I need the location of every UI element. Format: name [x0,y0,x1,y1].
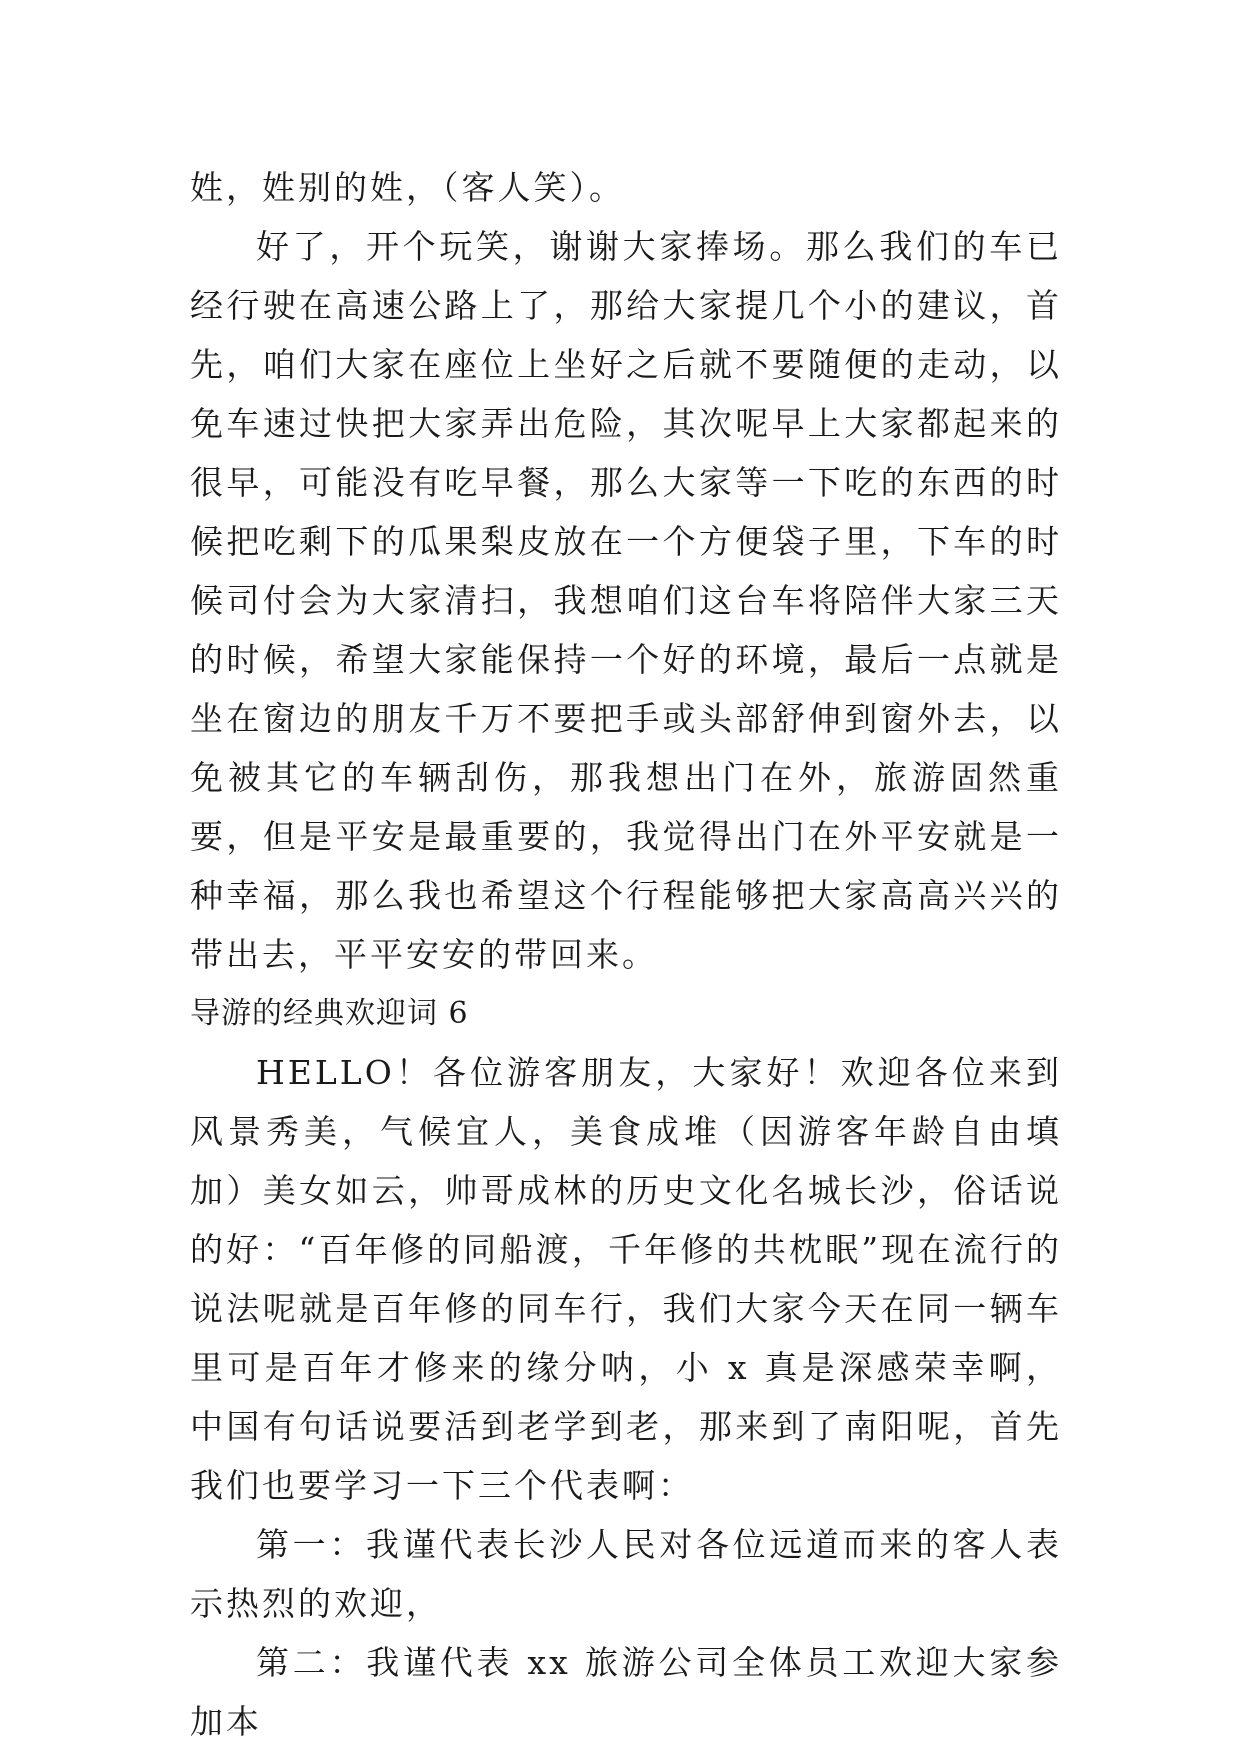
section-heading: 导游的经典欢迎词 6 [190,996,469,1031]
document-body [190,158,1062,1751]
paragraph-second-representative: 第二：我谨代表 xx 旅游公司全体员工欢迎大家参加本 [190,1643,1062,1741]
paragraph-continuation: 姓，姓别的姓，（客人笑）。 [190,168,625,207]
paragraph-first-representative: 第一：我谨代表长沙人民对各位远道而来的客人表示热烈的欢迎， [190,1525,1062,1623]
paragraph-bus-safety-advice: 好了，开个玩笑，谢谢大家捧场。那么我们的车已经行驶在高速公路上了，那给大家提几个小的建议，首先，咱们大家在座位上坐好之后就不要随便的走动，以免车速过快把大家弄出危险，其次呢早上大家都起来的很早，可能没有吃早餐，那么大家等一下吃的东西的时候把吃剩下的瓜果梨皮放在一个方便袋子里，下车的时候司付会为大家清扫，我想咱们这台车将陪伴大家三天的时候，希望大家能保持一个好的环境，最后一点就是坐在窗边的朋友千万不要把手或头部舒伸到窗外去，以免被其它的车辆刮伤，那我想出门在外，旅游固然重要，但是平安是最重要的，我觉得出门在外平安就是一种幸福，那么我也希望这个行程能够把大家高高兴兴的带出去，平平安安的带回来。 [190,227,1062,974]
paragraph-welcome-changsha: HELLO！各位游客朋友，大家好！欢迎各位来到风景秀美，气候宜人，美食成堆（因游客年龄自由填加）美女如云，帅哥成林的历史文化名城长沙，俗话说的好：“百年修的同船渡，千年修的共枕眠”现在流行的说法呢就是百年修的同车行，我们大家今天在同一辆车里可是百年才修来的缘分呐，小 x 真是深感荣幸啊，中国有句话说要活到老学到老，那来到了南阳呢，首先我们也要学习一下三个代表啊： [190,1053,1062,1505]
